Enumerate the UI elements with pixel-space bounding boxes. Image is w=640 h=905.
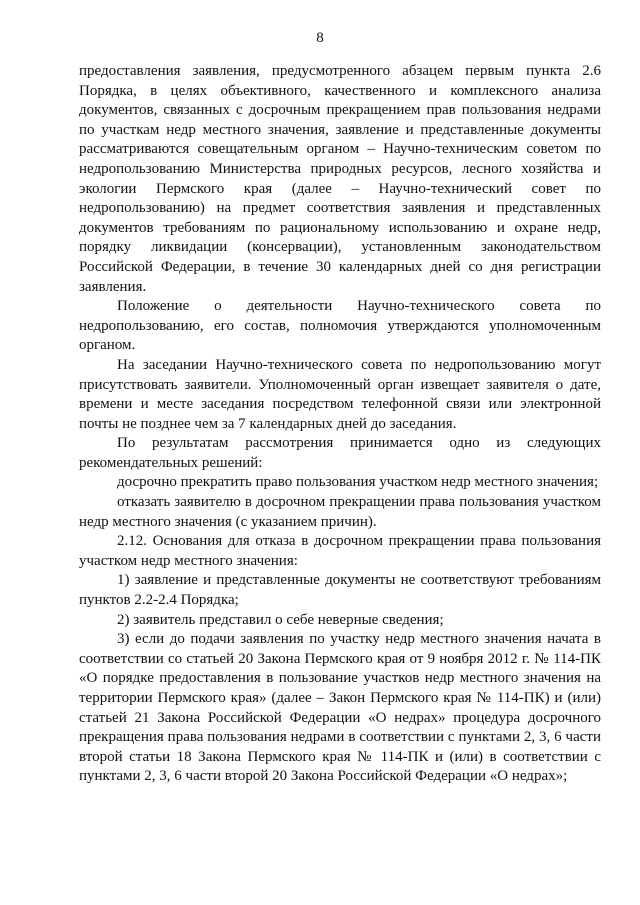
page-number: 8 (316, 30, 324, 46)
paragraph-meeting: На заседании Научно-технического совета по недропользованию могут присутствовать заявители. Уполномоченный орган извещает заявителя о дате, времени и месте заседания посредством телефонной связи или электронной почты не позднее чем за 7 календарных дней до заседания. (79, 356, 601, 432)
list-item-2: 2) заявитель представил о себе неверные сведения; (117, 611, 444, 628)
list-item-3: 3) если до подачи заявления по участку недр местного значения начата в соответствии со статьей 20 Закона Пермского края от 9 ноября 2012 г. № 114-ПК «О порядке предоставления в пользование участков недр местного значения на территории Пермского края» (далее – Закон Пермского края № 114-ПК) и (или) статьей 21 Закона Российской Федерации «О недрах» процедура досрочного прекращения права пользования недрами в соответствии с пунктами 2, 3, 6 части второй статьи 18 Закона Пермского края № 114-ПК и (или) в соответствии с пунктами 2, 3, 6 части второй 20 Закона Российской Федерации «О недрах»; (79, 631, 601, 785)
paragraph-decision-terminate: досрочно прекратить право пользования участком недр местного значения; (117, 474, 599, 491)
paragraph-decisions-intro: По результатам рассмотрения принимается одно из следующих рекомендательных решений: (79, 435, 601, 471)
paragraph-continuation: предоставления заявления, предусмотренного абзацем первым пункта 2.6 Порядка, в целях объективного, качественного и комплексного анализа документов, связанных с досрочным прекращением прав пользования недрами по участкам недр местного значения, заявление и представленные документы рассматриваются совещательным органом – Научно-техническим советом по недропользованию Министерства природных ресурсов, лесного хозяйства и экологии Пермского края (далее – Научно-технический совет по недропользованию) на предмет соответствия заявления и представленных документов требованиям по рациональному использованию и охране недр, порядку ликвидации (консервации), установленным законодательством Российской Федерации, в течение 30 календарных дней со дня регистрации заявления. (79, 63, 601, 295)
list-item-1: 1) заявление и представленные документы не соответствуют требованиям пунктов 2.2-2.4 Порядка; (79, 572, 601, 609)
document-body (79, 62, 601, 787)
paragraph-section-2-12: 2.12. Основания для отказа в досрочном прекращении права пользования участком недр местного значения: (79, 533, 601, 569)
paragraph-decision-refuse: отказать заявителю в досрочном прекращении права пользования участком недр местного значения (с указанием причин). (79, 494, 601, 530)
paragraph-regulation: Положение о деятельности Научно-технического совета по недропользованию, его состав, полномочия утверждаются уполномоченным органом. (79, 298, 601, 354)
